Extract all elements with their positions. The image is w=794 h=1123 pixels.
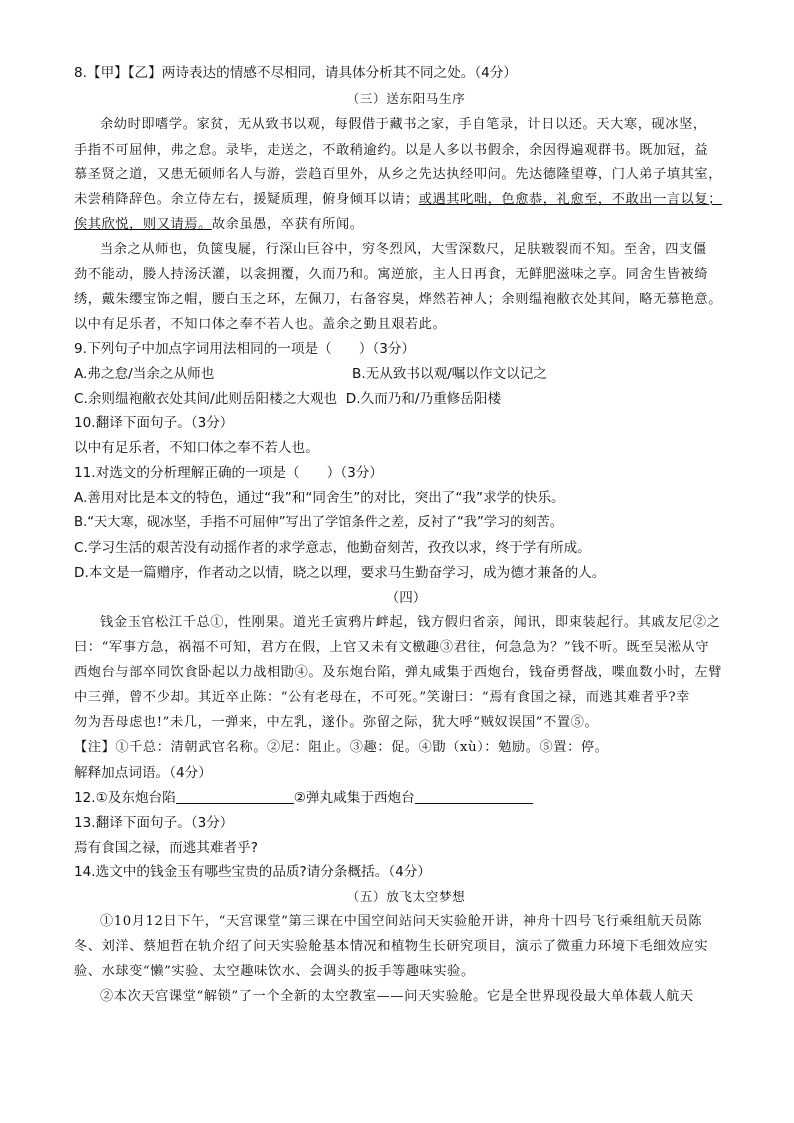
passage-5-p2-line-1: ②本次天宫课堂“解锁”了一个全新的太空教室——问天实验舱。它是全世界现役最大单体载人航天	[100, 989, 694, 1004]
question-11-option-b: B.“天大寒，砚冰坚，手指不可屈伸”写出了学馆条件之差，反衬了“我”学习的刻苦。	[74, 515, 563, 530]
section-3-title: （三）送东阳马生序	[346, 91, 466, 106]
explain-instruction: 解释加点词语。（4分）	[74, 765, 212, 781]
passage-5-line-3: 验、水球变“懒”实验、太空趣味饮水、会调头的扳手等趣味实验。	[74, 964, 475, 979]
question-9: 9.下列句子中加点字词用法相同的一项是（ ）（3分）	[74, 341, 416, 357]
question-9-option-a: A.弗之怠/当余之从师也	[74, 366, 215, 382]
question-10: 10.翻译下面句子。（3分）	[74, 415, 234, 431]
question-11-option-c: C.学习生活的艰苦没有动摇作者的求学意志，他勤奋刻苦，孜孜以求，终于学有所成。	[74, 540, 591, 556]
question-9-options-cd	[74, 390, 738, 408]
passage-3-line-5-tail: 故余虽愚，卒获有所闻。	[211, 217, 364, 232]
passage-4-line-5: 勿为吾母虑也!”未几，一弹来，中左乳，遂仆。弥留之际，犹大呼“贼奴误国”不置⑤。	[74, 715, 599, 730]
passage-5-line-2: 冬、刘洋、蔡旭哲在轨介绍了问天实验舱基本情况和植物生长研究项目，演示了微重力环境下毛细效应实	[74, 939, 709, 954]
passage-3-p2-line-1: 当余之从师也，负箧曳屣，行深山巨谷中，穷冬烈风，大雪深数尺，足肤皲裂而不知。至舍，四支僵	[100, 242, 707, 257]
passage-3-p2-line-3: 绣，戴朱缨宝饰之帽，腰白玉之环，左佩刀，右备容臭，烨然若神人；余则缊袍敝衣处其间，略无慕艳意。	[74, 292, 723, 307]
question-13-sentence: 焉有食国之禄，而逃其难者乎?	[74, 840, 258, 856]
question-8: 8.【甲】【乙】两诗表达的情感不尽相同，请具体分析其不同之处。（4分）	[74, 65, 518, 81]
passage-3-line-5	[74, 216, 738, 234]
question-12	[74, 789, 738, 807]
passage-4-line-2: 曰：“军事方急，祸福不可知，君方在假，上官又未有文檄趣③君往，何急急为？”钱不听。既至吴淞从守	[74, 640, 710, 655]
answer-blank-2[interactable]	[415, 790, 533, 804]
section-4-title: （四）	[385, 590, 427, 606]
passage-4-line-4: 中三弹，曾不少却。其近卒止陈：“公有老母在，不可死。”笑谢曰：“焉有食国之禄，而逃其难者乎?幸	[74, 690, 690, 705]
question-12-item-2: ②弹丸咸集于西炮台	[293, 790, 415, 806]
passage-3-p2-line-2: 劲不能动，媵人持汤沃灌，以衾拥覆，久而乃和。寓逆旅，主人日再食，无鲜肥滋味之享。同舍生皆被绮	[74, 267, 709, 282]
question-11: 11.对选文的分析理解正确的一项是（ ）（3分）	[74, 465, 383, 481]
passage-3-p2-line-4: 以中有足乐者，不知口体之奉不若人也。盖余之勤且艰若此。	[74, 317, 447, 332]
question-10-sentence: 以中有足乐者，不知口体之奉不若人也。	[74, 440, 319, 456]
question-9-option-b: B.无从致书以观/嘱以作文以记之	[352, 366, 547, 382]
passage-3-line-1: 余幼时即嗜学。家贫，无从致书以观，每假借于藏书之家，手自笔录，计日以还。天大寒，砚冰坚，	[100, 117, 707, 132]
underlined-sentence-a: 或遇其叱咄，色愈恭，礼愈至，不敢出一言以复；	[418, 192, 723, 207]
question-12-item-1: 12.①及东炮台陷	[74, 790, 176, 806]
underlined-sentence-b: 俟其欣悦，则又请焉。	[74, 217, 212, 232]
passage-3-line-2: 手指不可屈伸，弗之怠。录毕，走送之，不敢稍逾约。以是人多以书假余，余因得遍观群书。既加冠，益	[74, 143, 709, 158]
passage-4-note: 【注】①千总：清朝武官名称。②尼：阻止。③趣：促。④勖（xù）：勉励。⑤置：停。	[74, 740, 609, 755]
question-13: 13.翻译下面句子。（3分）	[74, 815, 234, 831]
question-14: 14.选文中的钱金玉有哪些宝贵的品质?请分条概括。（4分）	[74, 864, 431, 880]
passage-3-line-4	[74, 191, 738, 209]
question-11-option-d: D.本文是一篇赠序，作者动之以情，晓之以理，要求马生勤奋学习，成为德才兼备的人。	[74, 565, 606, 581]
question-9-option-c: C.余则缊袍敝衣处其间/此则岳阳楼之大观也	[74, 391, 338, 407]
question-9-option-d: D.久而乃和/乃重修岳阳楼	[345, 391, 502, 407]
passage-4-line-1: 钱金玉官松江千总①，性刚果。道光壬寅鸦片衅起，钱方假归省亲，闻讯，即束装起行。其戚友尼②之	[100, 615, 721, 630]
answer-blank-1[interactable]	[176, 790, 294, 804]
passage-5-line-1: ①10月12日下午，“天宫课堂”第三课在中国空间站问天实验舱开讲，神舟十四号飞行乘组航天员陈	[100, 914, 703, 929]
question-11-option-a: A.善用对比是本文的特色，通过“我”和“同舍生”的对比，突出了“我”求学的快乐。	[74, 490, 565, 506]
section-5-title: （五）放飞太空梦想	[346, 889, 466, 904]
passage-4-line-3: 西炮台与部卒同饮食卧起以力战相勖④。及东炮台陷，弹丸咸集于西炮台，钱奋勇督战，喋血数小时，左臂	[74, 665, 723, 680]
passage-3-line-3: 慕圣贤之道，又患无硕师名人与游，尝趋百里外，从乡之先达执经叩问。先达德隆望尊，门人弟子填其室，	[74, 167, 723, 182]
passage-3-line-4-text: 未尝稍降辞色。余立侍左右，援疑质理，俯身倾耳以请；	[74, 192, 419, 207]
